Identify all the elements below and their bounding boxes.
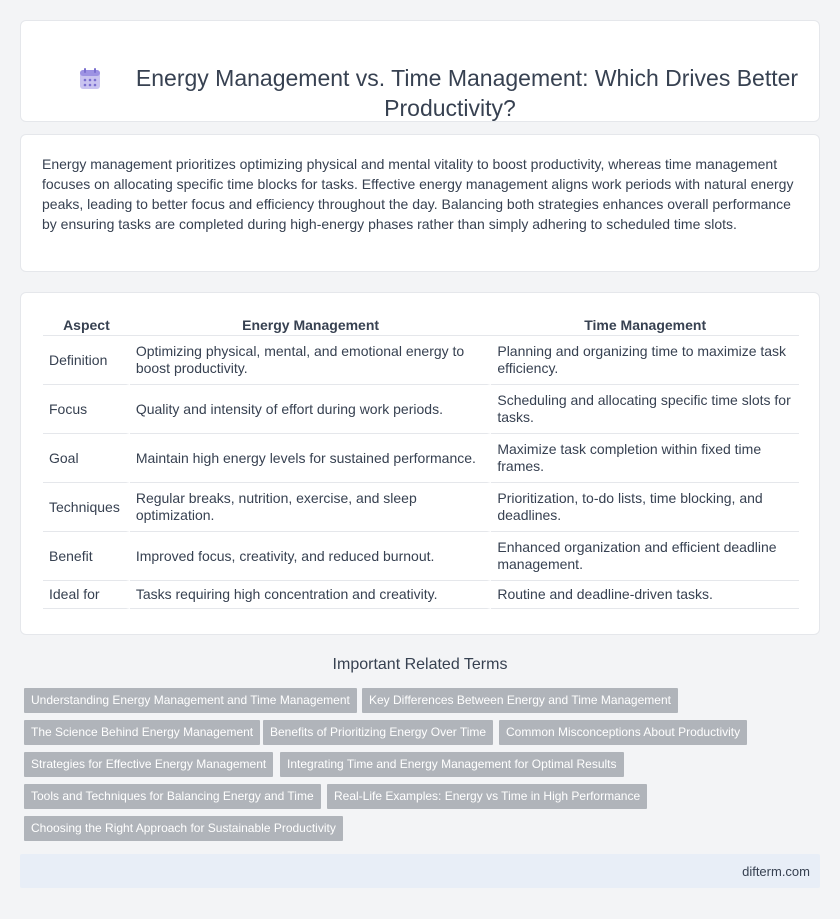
row-aspect: Ideal for [43, 581, 130, 609]
related-term-link[interactable]: Common Misconceptions About Productivity [499, 720, 747, 745]
row-time: Prioritization, to-do lists, time blocking, and deadlines. [491, 483, 799, 532]
row-energy: Tasks requiring high concentration and creativity. [130, 581, 492, 609]
header-energy-management: Energy Management [130, 315, 492, 336]
row-aspect: Techniques [43, 483, 130, 532]
related-term-link[interactable]: The Science Behind Energy Management [24, 720, 260, 745]
row-time: Routine and deadline-driven tasks. [491, 581, 799, 609]
intro-paragraph: Energy management prioritizes optimizing physical and mental vitality to boost productivity, whereas time management focuses on allocating specific time blocks for tasks. Effective energy management aligns work periods with natural energy peaks, leading to better focus and efficiency throughout the day. Balancing both strategies enhances overall performance by ensuring tasks are completed during high-energy phases rather than simply adhering to scheduled time slots. [42, 156, 794, 232]
table-row [43, 532, 799, 581]
table-header-row [43, 315, 799, 336]
related-term-link[interactable]: Tools and Techniques for Balancing Energy and Time [24, 784, 321, 809]
row-energy: Optimizing physical, mental, and emotional energy to boost productivity. [130, 336, 492, 385]
related-term-link[interactable]: Real-Life Examples: Energy vs Time in High Performance [327, 784, 647, 809]
row-time: Planning and organizing time to maximize task efficiency. [491, 336, 799, 385]
related-term-link[interactable]: Key Differences Between Energy and Time Management [362, 688, 678, 713]
table-row [43, 581, 799, 609]
comparison-table [43, 315, 799, 609]
row-aspect: Focus [43, 385, 130, 434]
related-term-link[interactable]: Understanding Energy Management and Time Management [24, 688, 357, 713]
header-aspect: Aspect [43, 315, 130, 336]
related-terms-title: Important Related Terms [332, 656, 508, 673]
related-term-link[interactable]: Choosing the Right Approach for Sustainable Productivity [24, 816, 343, 841]
table-row [43, 434, 799, 483]
row-energy: Regular breaks, nutrition, exercise, and sleep optimization. [130, 483, 492, 532]
table-row [43, 336, 799, 385]
header-time-management: Time Management [491, 315, 799, 336]
page-title: Energy Management vs. Time Management: Which Drives Better Productivity? [135, 65, 799, 121]
table-row [43, 385, 799, 434]
row-aspect: Definition [43, 336, 130, 385]
row-aspect: Goal [43, 434, 130, 483]
table-row [43, 483, 799, 532]
row-energy: Improved focus, creativity, and reduced burnout. [130, 532, 492, 581]
row-energy: Maintain high energy levels for sustained performance. [130, 434, 492, 483]
row-aspect: Benefit [43, 532, 130, 581]
related-term-link[interactable]: Integrating Time and Energy Management for Optimal Results [280, 752, 624, 777]
header-card [20, 20, 820, 122]
intro-card [20, 134, 820, 272]
row-time: Maximize task completion within fixed time frames. [491, 434, 799, 483]
footer [20, 854, 820, 888]
related-term-link[interactable]: Strategies for Effective Energy Management [24, 752, 273, 777]
footer-site-link[interactable]: difterm.com [742, 864, 810, 879]
row-energy: Quality and intensity of effort during work periods. [130, 385, 492, 434]
row-time: Scheduling and allocating specific time slots for tasks. [491, 385, 799, 434]
comparison-card [20, 292, 820, 635]
row-time: Enhanced organization and efficient deadline management. [491, 532, 799, 581]
related-term-link[interactable]: Benefits of Prioritizing Energy Over Time [263, 720, 493, 745]
